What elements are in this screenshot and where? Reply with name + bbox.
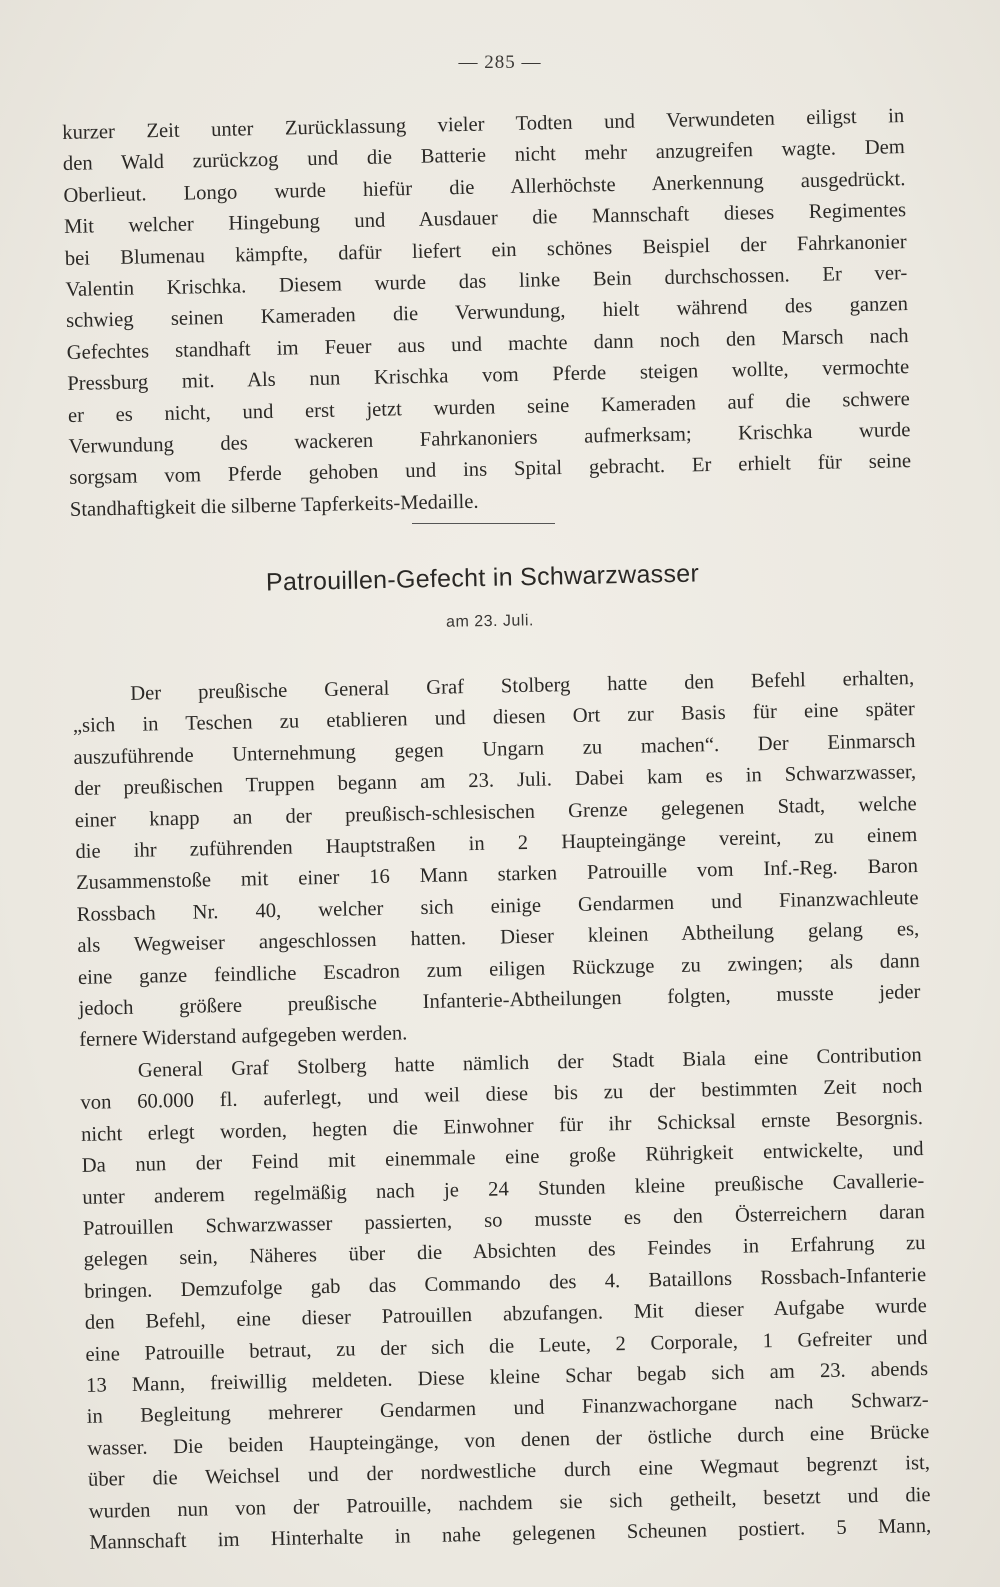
text-line: Oberlieut. Longo wurde hiefür die Allerhöchste Anerkennung ausgedrückt. [63,167,906,207]
text-line: auszuführende Unternehmung gegen Ungarn zu machen“. Der Einmarsch [73,729,916,769]
text-line: bringen. Demzufolge gab das Commando des 4. Bataillons Rossbach-Infanterie [84,1263,927,1303]
text-line: eine ganze feindliche Escadron zum eiligen Rückzuge zu zwingen; als dann [77,949,921,989]
text-line: sorgsam vom Pferde gehoben und ins Spital gebracht. Er erhielt für seine [69,450,912,490]
text-line: den Befehl, eine dieser Patrouillen abzufangen. Mit dieser Aufgabe wurde [84,1295,927,1334]
section-subtitle: am 23. Juli. [445,612,535,631]
text-line: der preußischen Truppen begann am 23. Juli. Dabei kam es in Schwarzwasser, [73,761,917,801]
text-line: nicht erlegt worden, hegten die Einwohner für ihr Schicksal ernste Besorgnis. [80,1106,924,1146]
text-line: gelegen sein, Näheres über die Absichten des Feindes in Erfahrung zu [83,1232,926,1272]
text-line: die ihr zuführenden Hauptstraßen in 2 Haupteingänge vereint, zu einem [75,824,918,863]
text-line: über die Weichsel und der nordwestliche durch eine Wegmaut begrenzt ist, [87,1452,931,1491]
text-line: er es nicht, und erst jetzt wurden seine Kameraden auf die schwere [67,387,911,427]
paragraph-blumenau-battle [62,101,912,526]
text-line: 13 Mann, freiwillig meldeten. Diese kleine Schar begab sich am 23. abends [85,1357,929,1397]
text-line: „sich in Teschen zu etablieren und diesen Ort zur Basis für eine später [72,698,915,738]
text-line: in Begleitung mehrerer Gendarmen und Finanzwachorgane nach Schwarz- [86,1389,929,1429]
section-divider [412,523,555,524]
text-line: Verwundung des wackeren Fahrkanoniers aufmerksam; Krischka wurde [68,419,911,458]
text-line: Der preußische General Graf Stolberg hatte den Befehl erhalten, [130,667,915,705]
text-line: Valentin Krischka. Diesem wurde das linke Bein durchschossen. Er ver- [65,262,908,301]
text-line: bei Blumenau kämpfte, dafür liefert ein schönes Beispiel der Fahrkanonier [64,230,907,270]
text-line: jedoch größere preußische Infanterie-Abtheilungen folgten, musste jeder [78,981,921,1020]
text-line: Standhaftigkeit die silberne Tapferkeits-Medaille. [69,490,479,521]
text-line: Gefechtes standhaft im Feuer aus und machte dann noch den Marsch nach [66,324,909,364]
text-line: von 60.000 fl. auferlegt, und weil diese bis zu der bestimmten Zeit noch [80,1075,923,1115]
text-line: wasser. Die beiden Haupteingänge, von denen der östliche durch eine Brücke [87,1420,930,1460]
text-line: unter anderem regelmäßig nach je 24 Stunden kleine preußische Cavallerie- [82,1169,925,1209]
text-line: schwieg seinen Kameraden die Verwundung, hielt während des ganzen [65,293,909,333]
text-line: Pressburg mit. Als nun Krischka vom Pferde steigen wollte, vermochte [67,356,910,396]
text-line: Patrouillen Schwarzwasser passierten, so musste es den Österreichern daran [82,1200,926,1240]
text-line: einer knapp an der preußisch-schlesischen Grenze gelegenen Stadt, welche [74,792,917,832]
text-line: kurzer Zeit unter Zurücklassung vieler Todten und Verwundeten eiligst in [62,105,905,144]
text-line: Mit welcher Hingebung und Ausdauer die Mannschaft dieses Regimentes [63,199,907,239]
text-line: General Graf Stolberg hatte nämlich der Stadt Biala eine Contribution [137,1043,922,1082]
text-line: fernere Widerstand aufgegeben werden. [79,1022,408,1052]
paragraph-schwarzwasser [72,663,931,1559]
text-line: wurden nun von der Patrouille, nachdem sie sich getheilt, besetzt und die [88,1483,931,1523]
text-line: als Wegweiser angeschlossen hatten. Dieser kleinen Abtheilung gelang es, [77,918,920,958]
section-title: Patrouillen-Gefecht in Schwarzwasser [265,559,700,597]
text-line: Da nun der Feind mit einemmale eine große Rührigkeit entwickelte, und [81,1138,924,1177]
text-line: Rossbach Nr. 40, welcher sich einige Gendarmen und Finanzwachleute [76,886,919,926]
text-line: eine Patrouille betraut, zu der sich die Leute, 2 Corporale, 1 Gefreiter und [85,1326,928,1366]
text-line: Mannschaft im Hinterhalte in nahe gelegenen Scheunen postiert. 5 Mann, [89,1514,932,1554]
page-number: — 285 — [458,52,542,73]
text-line: den Wald zurückzog und die Batterie nicht mehr anzugreifen wagte. Dem [62,136,905,176]
text-line: Zusammenstoße mit einer 16 Mann starken Patrouille vom Inf.-Reg. Baron [75,855,919,895]
